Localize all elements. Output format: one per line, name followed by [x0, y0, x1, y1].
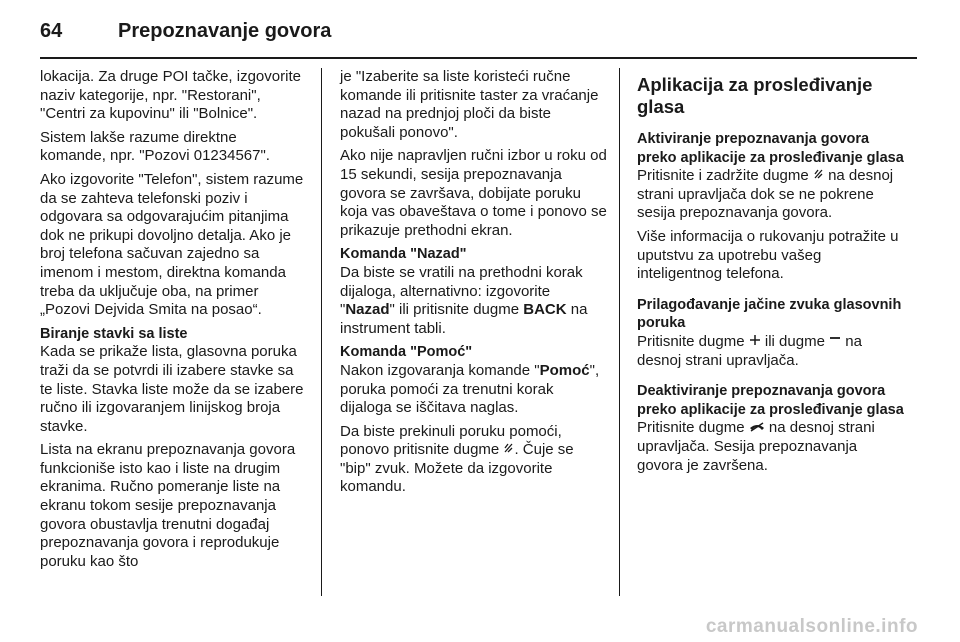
header-rule [40, 57, 917, 59]
paragraph: Pritisnite dugme na desnoj strani upravljača. Sesija prepoznavanja govora je završena. [637, 419, 875, 474]
paragraph: Nakon izgovaranja komande "Pomoć", poruka pomoći za trenutni korak dijaloga se iščitava naglas. [340, 361, 600, 417]
section-heading: Aktiviranje prepoznavanja govora preko aplikacije za prosleđivanje glasa [637, 131, 904, 166]
paragraph: Pritisnite i zadržite dugme na desnoj strani upravljača dok se ne pokrene sesija prepoznavanja govora. [637, 167, 894, 222]
voice-icon [813, 167, 824, 186]
paragraph: Ako izgovorite "Telefon", sistem razume da se zahteva telefonski poziv i odgovara sa odgovarajućim pitanjima dok ne prikupi dovoljno detalja. Ako je broj telefona sačuvan zajedno sa imenom i mestom, direktna komanda treba da uključuje oba, na primer „Pozovi Dejvida Smita na posao“. [40, 170, 304, 319]
paragraph: Kada se prikaže lista, glasovna poruka traži da se potvrdi ili izabere stavke sa te liste. Stavka liste može da se izabere ručno ili izgovaranjem linijskog broja stavke. [40, 343, 304, 435]
paragraph: Ako nije napravljen ručni izbor u roku od 15 sekundi, sesija prepoznavanja govora se završava, dobijate poruku koja vas obaveštava o tome i ponovo se prikazuje prethodni ekran. [340, 147, 607, 239]
paragraph: Da biste prekinuli poruku pomoći, ponovo pritisnite dugme . Čuje se "bip" zvuk. Možete da izgovorite komandu. [340, 422, 574, 496]
section-heading: Komanda "Pomoć" [340, 344, 473, 361]
column-2 [340, 68, 608, 502]
paragraph: Više informacija o rukovanju potražite u uputstvu za upotrebu vašeg inteligentnog telefona. [637, 227, 899, 283]
watermark: carmanualsonline.info [705, 616, 918, 637]
hangup-icon [749, 419, 765, 438]
column-divider [321, 68, 322, 596]
paragraph: Pritisnite dugme ili dugme na desnoj strani upravljača. [637, 332, 862, 369]
page-title: Prepoznavanje govora [118, 20, 332, 42]
column-1 [40, 68, 305, 576]
section-heading: Biranje stavki sa liste [40, 325, 188, 342]
paragraph: lokacija. Za druge POI tačke, izgovorite naziv kategorije, npr. "Restorani", "Centri za kupovinu" ili "Bolnice". [40, 68, 301, 123]
section-heading: Prilagođavanje jačine zvuka glasovnih poruka [637, 296, 902, 332]
page-header [40, 20, 331, 48]
paragraph: je "Izaberite sa liste koristeći ručne komande ili pritisnite taster za vraćanje nazad na prednjoj ploči da biste pokušali ponovo". [340, 68, 599, 141]
chapter-heading: Aplikacija za prosleđivanje glasa [637, 74, 873, 117]
paragraph: Da biste se vratili na prethodni korak dijaloga, alternativno: izgovorite "Nazad" ili pritisnite dugme BACK na instrument tabli. [340, 263, 588, 337]
minus-icon [829, 333, 841, 352]
page-number: 64 [40, 20, 63, 42]
plus-icon [749, 333, 761, 352]
section-heading: Deaktiviranje prepoznavanja govora preko aplikacije za prosleđivanje glasa [637, 383, 904, 418]
paragraph: Sistem lakše razume direktne komande, npr. "Pozovi 01234567". [40, 128, 270, 165]
column-3 [637, 68, 907, 480]
column-divider [619, 68, 620, 596]
voice-icon [503, 441, 514, 460]
paragraph: Lista na ekranu prepoznavanja govora funkcioniše isto kao i liste na drugim ekranima. Ručno pomeranje liste na ekranu tokom sesije prepoznavanja govora obustavlja trenutni događaj prepoznavanja govora i reprodukuje poruku kao što [40, 441, 296, 570]
section-heading: Komanda "Nazad" [340, 246, 467, 263]
